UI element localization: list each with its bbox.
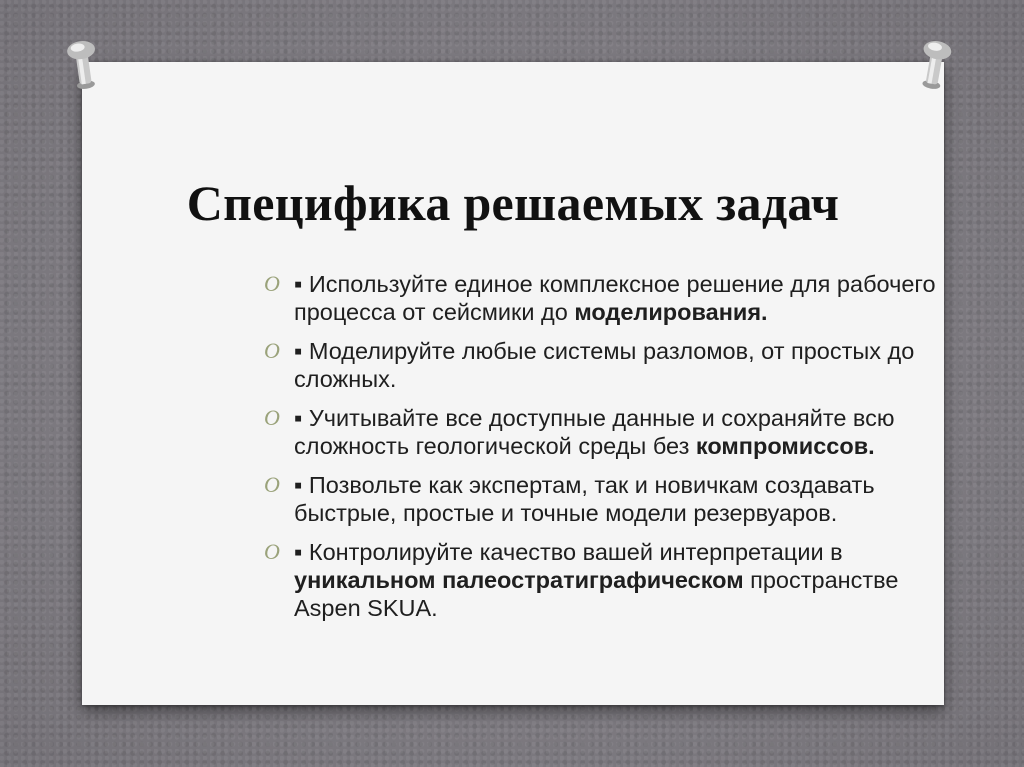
item-text: Используйте единое комплексное решение для рабочего процесса от сейсмики до bbox=[294, 271, 936, 325]
item-text: Учитывайте все доступные данные и сохраняйте всю сложность геологической среды без bbox=[294, 405, 895, 459]
item-text: Позвольте как экспертам, так и новичкам создавать быстрые, простые и точные модели резервуаров. bbox=[294, 472, 875, 526]
pushpin-icon bbox=[914, 35, 957, 92]
slide-paper bbox=[82, 62, 944, 705]
item-bold-text: уникальном палеостратиграфическом bbox=[294, 567, 744, 593]
slide-title: Специфика решаемых задач bbox=[186, 175, 840, 231]
list-item bbox=[264, 402, 964, 460]
item-text: Контролируйте качество вашей интерпретации в bbox=[308, 539, 843, 565]
bullet-circle-icon: O bbox=[264, 539, 280, 564]
bullet-circle-icon: O bbox=[264, 338, 280, 363]
item-bold-text: моделирования. bbox=[574, 299, 768, 325]
pushpin-icon bbox=[63, 36, 104, 92]
bullet-list bbox=[264, 268, 964, 631]
item-marker: ▪ bbox=[294, 472, 303, 498]
item-text: Моделируйте любые системы разломов, от простых до сложных. bbox=[294, 338, 915, 392]
bullet-circle-icon: O bbox=[264, 405, 280, 430]
item-marker: ▪ bbox=[294, 338, 303, 364]
list-item bbox=[264, 268, 964, 326]
item-text-tail: пространстве Aspen SKUA. bbox=[294, 567, 899, 621]
list-item bbox=[264, 536, 964, 622]
item-marker: ▪ bbox=[294, 405, 303, 431]
bullet-circle-icon: O bbox=[264, 472, 280, 497]
bullet-circle-icon: O bbox=[264, 271, 280, 296]
item-bold-text: компромиссов. bbox=[695, 433, 875, 459]
list-item bbox=[264, 469, 964, 527]
item-marker: ▪ bbox=[294, 271, 303, 297]
item-marker: ▪ bbox=[294, 539, 303, 565]
list-item bbox=[264, 335, 964, 393]
